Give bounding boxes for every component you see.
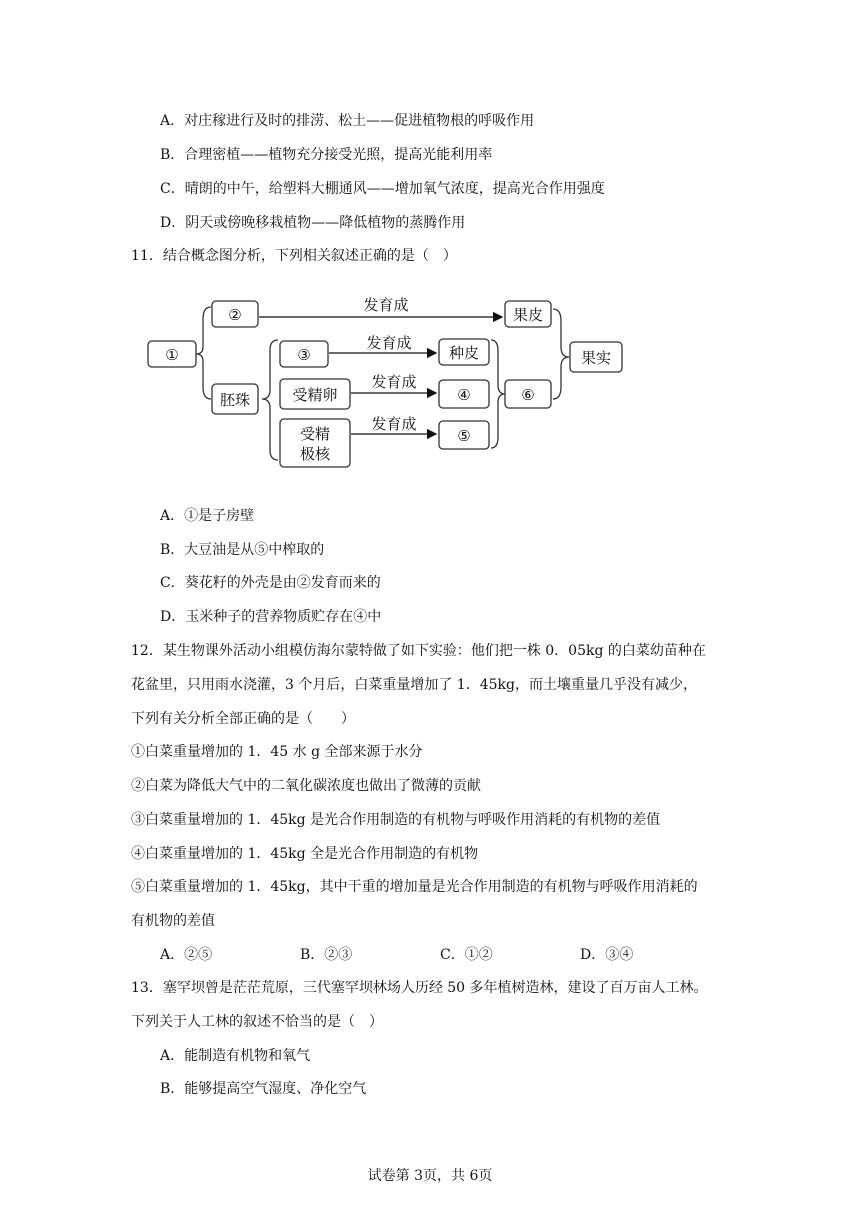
seed-coat-label: 种皮 — [448, 344, 480, 362]
q12-stem-line2: 花盆里，只用雨水浇灌，3 个月后，白菜重量增加了 1．45kg，而土壤重量几乎没有减少， — [131, 677, 697, 693]
node4-label: ④ — [457, 386, 471, 404]
q12-statement-3: ③白菜重量增加的 1．45kg 是光合作用制造的有机物与呼吸作用消耗的有机物的差值 — [131, 812, 661, 828]
arrow-label-top: 发育成 — [363, 296, 409, 314]
node5-label: ⑤ — [457, 427, 471, 445]
node1-label: ① — [165, 346, 179, 364]
q11-option-d: D．玉米种子的营养物质贮存在④中 — [160, 609, 382, 625]
q13-option-a: A．能制造有机物和氧气 — [160, 1048, 311, 1064]
concept-diagram-svg — [145, 295, 635, 475]
page-footer: 试卷第 3页，共 6页 — [367, 1168, 493, 1184]
fertilized-egg-label: 受精卵 — [292, 386, 338, 404]
q12-option-c: C．①② — [440, 947, 493, 963]
q12-statement-5: ⑤白菜重量增加的 1．45kg，其中干重的增加量是光合作用制造的有机物与呼吸作用消耗的 — [131, 879, 698, 895]
q11-option-c: C．葵花籽的外壳是由②发育而来的 — [160, 575, 381, 591]
q13-option-b: B．能够提高空气湿度、净化空气 — [160, 1081, 367, 1097]
ovule-label: 胚珠 — [219, 391, 251, 409]
brace-4 — [553, 309, 569, 399]
node3-label: ③ — [297, 346, 311, 364]
node2-label: ② — [228, 306, 242, 324]
q13-stem-line1: 13．塞罕坝曾是茫茫荒原，三代塞罕坝林场人历经 50 多年植树造林，建设了百万亩人工林。 — [131, 980, 708, 996]
q12-options — [160, 944, 720, 964]
concept-diagram — [145, 295, 635, 475]
polar-line2-label: 极核 — [299, 445, 331, 463]
q11-option-a: A．①是子房壁 — [160, 508, 255, 524]
q12-statement-2: ②白菜为降低大气中的二氧化碳浓度也做出了微薄的贡献 — [131, 778, 481, 794]
arrow-label-polar: 发育成 — [371, 415, 417, 433]
q12-option-a: A．②⑤ — [160, 947, 213, 963]
q12-stem-line3: 下列有关分析全部正确的是（ ） — [131, 711, 355, 727]
q13-stem-line2: 下列关于人工林的叙述不恰当的是（ ） — [131, 1014, 383, 1030]
q11-option-b: B．大豆油是从⑤中榨取的 — [160, 542, 325, 558]
q12-statement-5-cont: 有机物的差值 — [131, 913, 215, 929]
node6-label: ⑥ — [521, 386, 535, 404]
q10-option-d: D．阴天或傍晚移栽植物——降低植物的蒸腾作用 — [160, 215, 466, 231]
brace-3 — [491, 340, 505, 448]
brace-2 — [262, 340, 278, 460]
arrow-label-egg: 发育成 — [371, 373, 417, 391]
polar-line1-label: 受精 — [299, 425, 331, 443]
q11-stem: 11．结合概念图分析，下列相关叙述正确的是（ ） — [131, 248, 457, 264]
q12-option-b: B．②③ — [300, 947, 353, 963]
q12-statement-1: ①白菜重量增加的 1．45 水 g 全部来源于水分 — [131, 744, 423, 760]
q10-option-c: C．晴朗的中午，给塑料大棚通风——增加氧气浓度，提高光合作用强度 — [160, 181, 605, 197]
fruit-label: 果实 — [580, 349, 612, 367]
q12-option-d: D．③④ — [580, 947, 634, 963]
q10-option-a: A．对庄稼进行及时的排涝、松土——促进植物根的呼吸作用 — [160, 113, 535, 129]
q12-stem-line1: 12．某生物课外活动小组模仿海尔蒙特做了如下实验：他们把一株 0．05kg 的白菜幼苗种在 — [131, 643, 706, 659]
q12-statement-4: ④白菜重量增加的 1．45kg 全是光合作用制造的有机物 — [131, 846, 479, 862]
q10-option-b: B．合理密植——植物充分接受光照，提高光能利用率 — [160, 147, 493, 163]
arrow-label-seedcoat: 发育成 — [366, 334, 412, 352]
pericarp-label: 果皮 — [512, 306, 544, 324]
brace-1 — [196, 307, 211, 399]
